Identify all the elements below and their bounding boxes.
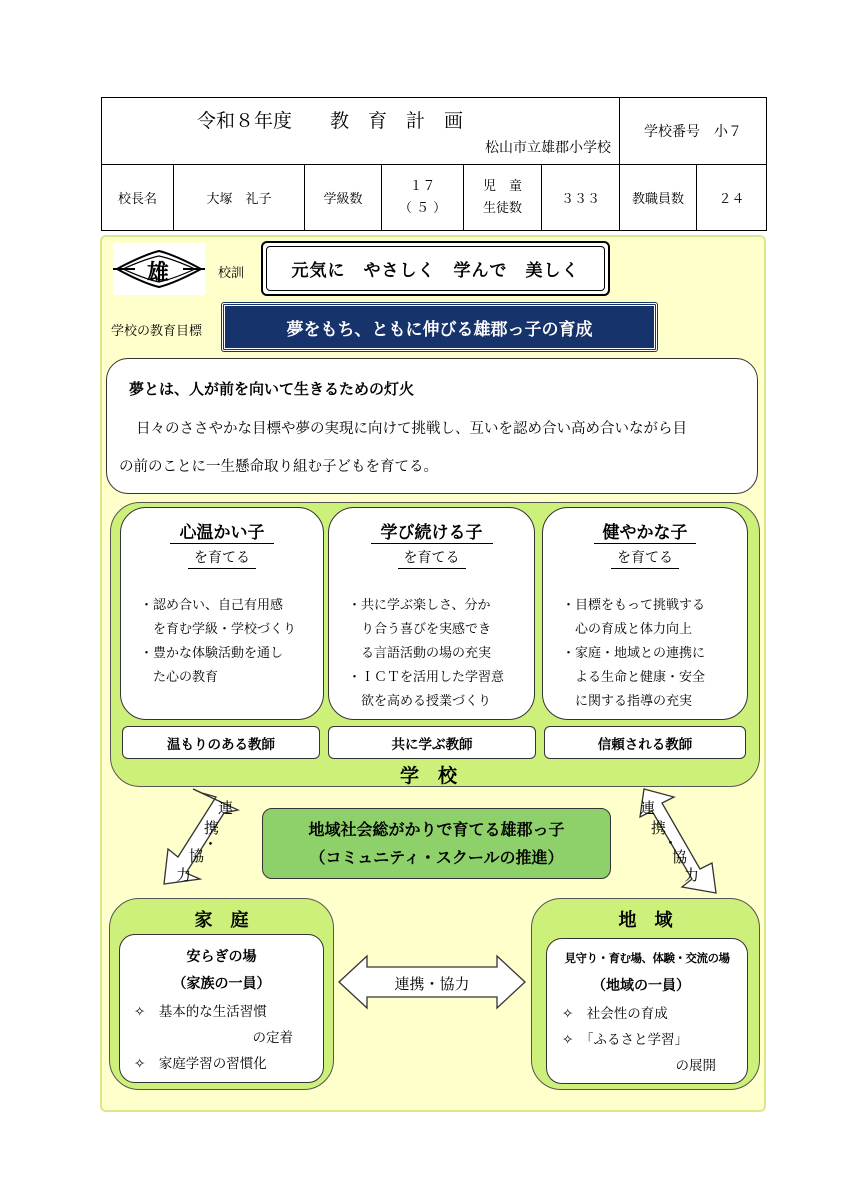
bullet-line: ・共に学ぶ楽しさ、分か xyxy=(348,598,491,613)
staff-value: ２４ xyxy=(697,165,767,231)
bullet-line: た心の教育 xyxy=(140,670,219,685)
bullet-line: ・ＩＣＴを活用した学習意 xyxy=(348,670,505,685)
home-item-cont: の定着 xyxy=(252,1030,293,1046)
child-sub-healthy: を育てる xyxy=(617,550,673,566)
bullet-line: ・豊かな体験活動を通し xyxy=(140,646,284,661)
left-arrow-char-3: ・ xyxy=(203,835,219,853)
region-item-cont: の展開 xyxy=(675,1058,716,1074)
child-title-warm: 心温かい子 xyxy=(179,523,265,543)
region-heading2: （地域の一員） xyxy=(592,978,690,994)
motto-label: 校訓 xyxy=(218,266,245,281)
teacher-box-learning: 共に学ぶ教師 xyxy=(328,726,536,759)
region-list xyxy=(562,1001,742,1079)
child-bullets-warm xyxy=(140,594,320,690)
bullet-line: 心の育成と体力向上 xyxy=(562,622,693,637)
region-title: 地 域 xyxy=(618,910,673,931)
classes-special: （ ５ ） xyxy=(398,200,447,216)
left-arrow-char-1: 連 xyxy=(218,799,234,817)
community-line2: （コミュニティ・スクールの推進） xyxy=(309,848,564,867)
bullet-line: 欲を高める授業づくり xyxy=(348,694,492,709)
teacher-box-warm: 温もりのある教師 xyxy=(122,726,320,759)
students-label xyxy=(464,165,542,231)
bullet-line: ・認め合い、自己有用感 xyxy=(140,598,284,613)
child-sub-learning: を育てる xyxy=(403,550,460,566)
staff-label: 教職員数 xyxy=(620,165,697,231)
classes-value xyxy=(382,165,464,231)
school-emblem-icon xyxy=(113,243,205,295)
left-arrow-char-5: 力 xyxy=(176,866,192,884)
region-item: ✧ 「ふるさと学習」 xyxy=(562,1032,689,1048)
home-list xyxy=(134,999,319,1077)
teacher-box-trusted: 信頼される教師 xyxy=(544,726,746,759)
bullet-line: ・家庭・地域との連携に xyxy=(562,646,706,661)
home-item: ✧ 基本的な生活習慣 xyxy=(134,1004,267,1020)
goal-label: 学校の教育目標 xyxy=(111,324,203,339)
bullet-line: り合う喜びを実感でき xyxy=(348,622,492,637)
child-sub-underline xyxy=(188,568,256,569)
child-title-underline xyxy=(371,543,493,544)
school-number: 学校番号 小７ xyxy=(620,98,767,165)
child-sub-warm: を育てる xyxy=(194,550,250,566)
center-arrow-label: 連携・協力 xyxy=(394,975,470,993)
child-bullets-learning xyxy=(348,594,532,714)
child-sub-underline xyxy=(611,568,679,569)
home-heading1: 安らぎの場 xyxy=(186,949,257,965)
students-value: ３３３ xyxy=(542,165,620,231)
bullet-line: る言語活動の場の充実 xyxy=(348,646,492,661)
plan-title: 令和８年度 教 育 計 画 xyxy=(197,110,464,132)
child-sub-underline xyxy=(398,568,466,569)
community-box xyxy=(262,808,611,879)
child-bullets-healthy xyxy=(562,594,746,714)
region-item: ✧ 社会性の育成 xyxy=(562,1006,668,1022)
students-label-line1: 児 童 xyxy=(482,178,522,194)
principal-label: 校長名 xyxy=(102,165,174,231)
dream-text-line1: 日々のささやかな目標や夢の実現に向けて挑戦し、互いを認め合い高め合いながら目 xyxy=(136,421,687,437)
school-name: 松山市立雄郡小学校 xyxy=(485,140,611,156)
classes-label: 学級数 xyxy=(305,165,382,231)
right-arrow-char-4: 協 xyxy=(672,848,688,866)
dream-text-line2: の前のことに一生懸命取り組む子どもを育てる。 xyxy=(119,459,438,475)
educational-goal: 夢をもち、ともに伸びる雄郡っ子の育成 xyxy=(222,303,657,351)
child-title-underline xyxy=(594,543,696,544)
school-label: 学 校 xyxy=(400,765,458,787)
region-heading1: 見守り・育む場、体験・交流の場 xyxy=(564,951,730,965)
bullet-line: を育む学級・学校づくり xyxy=(140,622,297,637)
right-arrow-char-3: ・ xyxy=(663,834,679,852)
bullet-line: ・目標をもって挑戦する xyxy=(562,598,706,613)
child-title-learning: 学び続ける子 xyxy=(380,523,483,543)
students-label-line2: 生徒数 xyxy=(482,200,522,216)
emblem-character: 雄 xyxy=(147,261,170,286)
child-title-underline xyxy=(170,543,274,544)
left-arrow-char-2: 携 xyxy=(204,819,220,837)
school-motto: 元気に やさしく 学んで 美しく xyxy=(266,246,605,291)
right-arrow-char-2: 携 xyxy=(651,819,667,837)
dream-heading: 夢とは、人が前を向いて生きるための灯火 xyxy=(129,380,415,398)
home-heading2: （家族の一員） xyxy=(172,976,271,992)
bullet-line: よる生命と健康・安全 xyxy=(562,670,706,685)
header-table xyxy=(101,97,767,231)
right-arrow-char-1: 連 xyxy=(640,799,656,817)
title-cell xyxy=(102,98,620,165)
left-arrow-char-4: 協 xyxy=(189,847,205,865)
classes-total: １７ xyxy=(409,178,436,194)
home-item: ✧ 家庭学習の習慣化 xyxy=(134,1056,267,1072)
bullet-line: に関する指導の充実 xyxy=(562,694,693,709)
community-line1: 地域社会総がかりで育てる雄郡っ子 xyxy=(308,820,565,839)
home-title: 家 庭 xyxy=(194,910,249,931)
principal-name: 大塚 礼子 xyxy=(174,165,305,231)
right-arrow-char-5: 力 xyxy=(684,866,700,884)
child-title-healthy: 健やかな子 xyxy=(602,523,688,543)
